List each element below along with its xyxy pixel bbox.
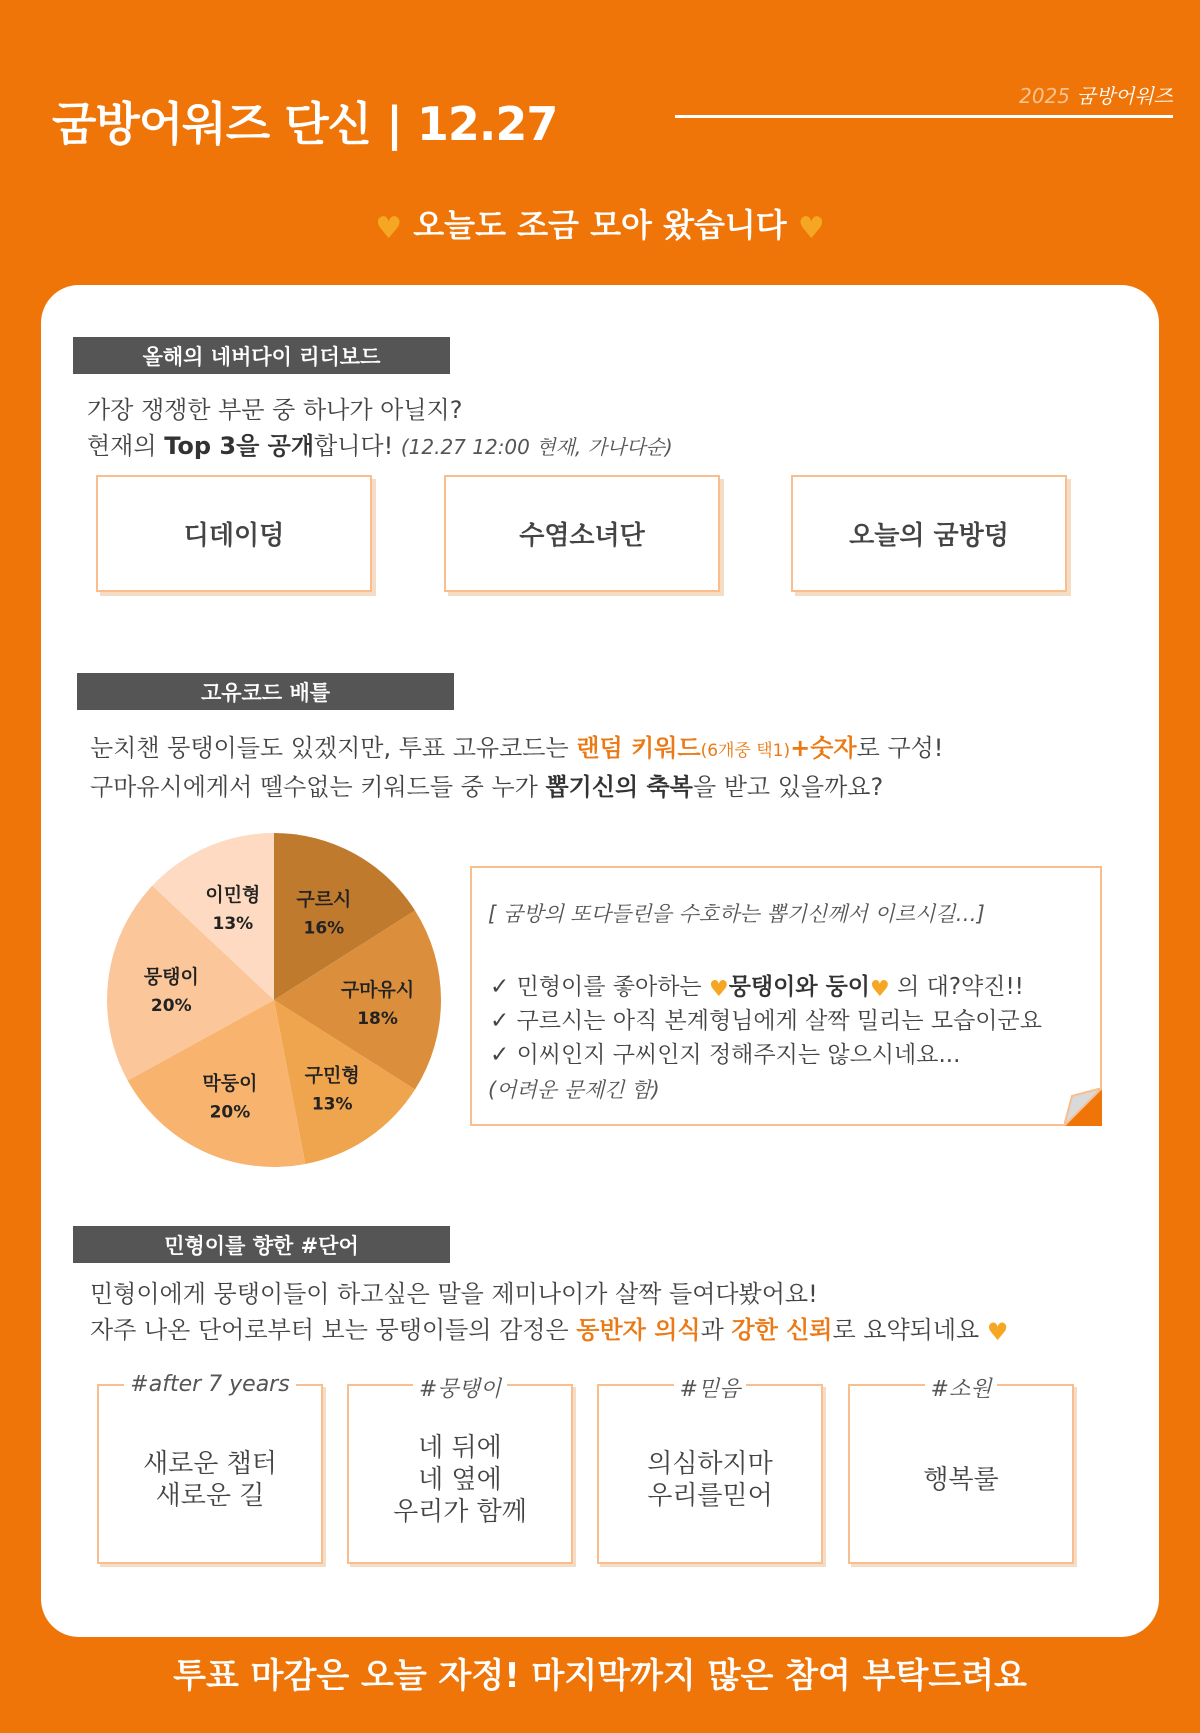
word-card-4 [848,1377,1074,1564]
pie-value-label: 20% [150,996,192,1017]
page-title: 굼방어워즈 단신 | 12.27 [52,97,558,151]
word-tag-text: #믿음 [674,1377,747,1402]
code-line2-bold: 뽑기신의 축복 [545,773,693,801]
word-body: 네 뒤에 네 옆에 우리가 함께 [393,1433,527,1527]
leaderboard-line2-bold: Top 3을 공개 [164,432,315,460]
heart-icon: ♥ [870,977,890,1002]
words-line1: 민형이에게 뭉탱이들이 하고싶은 말을 제미나이가 살짝 들여다봤어요! [90,1280,818,1308]
words-line2-hl2: 강한 신뢰 [731,1316,833,1344]
top3-card-1: 디데이덩 [96,475,372,592]
pie-svg [104,830,444,1170]
word-tag-text: #뭉탱이 [413,1377,507,1402]
code-battle-label: 고유코드 배틀 [77,673,454,710]
note-item2-text: 구르시는 아직 본계형님에게 살짝 밀리는 모습이군요 [516,1008,1042,1034]
heart-icon: ♥ [708,977,729,1002]
words-line2 [90,1312,1008,1350]
words-line2-mid: 과 [700,1316,732,1344]
check-icon: ✓ [490,1008,510,1034]
code-battle-intro [90,730,943,805]
subtitle [0,200,1200,246]
code-line2-pre: 구마유시에게서 뗄수없는 키워드들 중 누가 [90,773,546,801]
pie-value-label: 13% [311,1094,353,1115]
check-icon: ✓ [490,974,510,1000]
header-rule [675,115,1173,118]
pie-label: 구르시 [296,888,352,911]
leaderboard-line2-pre: 현재의 [87,432,165,460]
note-item3-text: 이씨인지 구씨인지 정해주지는 않으시네요... [516,1042,961,1068]
note-item1-post: 의 대?약진!! [889,974,1024,1000]
code-line1-pre: 눈치챈 뭉탱이들도 있겠지만, 투표 고유코드는 [90,734,577,762]
leaderboard-intro [87,392,673,465]
code-line1-hl2: +숫자 [790,734,857,762]
leaderboard-label: 올해의 네버다이 리더보드 [73,337,450,374]
top3-card-2: 수염소녀단 [444,475,720,592]
word-body: 행복룰 [923,1465,999,1495]
words-line2-hl1: 동반자 의식 [576,1316,701,1344]
word-card-2 [347,1377,573,1564]
heart-icon: ♥ [797,211,825,246]
code-line1-post: 로 구성! [856,734,944,762]
word-tag [850,1372,1072,1403]
note-foot: (어려운 문제긴 함) [488,1078,660,1102]
pie-value-label: 20% [209,1102,251,1123]
pie-label: 이민형 [205,883,261,906]
note-item1-bold: 뭉탱이와 둥이 [728,974,871,1000]
leaderboard-note: (12.27 12:00 현재, 가나다순) [400,435,673,459]
brand-year: 2025 [1019,84,1071,108]
heart-icon: ♥ [375,211,403,246]
code-line1-small: (6개중 택1) [700,741,791,761]
pie-value-label: 18% [357,1009,398,1029]
note-item-1 [490,968,1024,1002]
heart-icon: ♥ [986,1318,1009,1346]
code-battle-line2 [90,769,943,805]
leaderboard-line2 [87,428,673,465]
brand-name: 굼방어워즈 [1076,84,1173,108]
word-body: 의심하지마 우리를믿어 [647,1449,773,1511]
words-line2-post: 로 요약되네요 [832,1316,980,1344]
pie-label: 막둥이 [202,1072,258,1095]
subtitle-text: 오늘도 조금 모아 왔습니다 [413,206,787,244]
note-item-2 [490,1002,1042,1035]
code-line1-hl1: 랜덤 키워드 [576,734,701,762]
word-tag-text: #after 7 years [124,1372,295,1397]
word-tag [349,1372,571,1403]
pie-value-label: 16% [303,918,345,939]
words-intro [90,1276,1008,1350]
leaderboard-line1: 가장 쟁쟁한 부문 중 하나가 아닐지? [87,396,463,424]
word-tag-text: #소원 [925,1377,998,1402]
pie-label: 구마유시 [340,979,415,1001]
oracle-note [470,866,1102,1126]
word-card-3 [597,1377,823,1564]
word-body: 새로운 챕터 새로운 길 [143,1449,277,1511]
footer-cta: 투표 마감은 오늘 자정! 마지막까지 많은 참여 부탁드려요 [173,1656,1027,1696]
pie-label: 구민형 [304,1064,360,1087]
top3-card-3: 오늘의 굼방덩 [791,475,1067,592]
words-line2-pre: 자주 나온 단어로부터 보는 뭉탱이들의 감정은 [90,1316,577,1344]
word-tag [599,1372,821,1403]
words-label: 민형이를 향한 #단어 [73,1226,450,1263]
keyword-pie-chart [104,830,444,1170]
code-battle-line1 [90,730,943,769]
pie-value-label: 13% [212,913,254,934]
note-head: [ 굼방의 또다들린을 수호하는 뽑기신께서 이르시길…] [488,902,985,926]
word-tag [99,1372,321,1397]
brand-mark [1019,80,1173,109]
leaderboard-line2-post: 합니다! [314,432,401,460]
page-curl-icon [1064,1088,1102,1126]
note-item1-pre: 민형이를 좋아하는 [516,974,709,1000]
note-item-3 [490,1036,960,1069]
pie-label: 뭉탱이 [143,966,199,989]
word-card-1 [97,1372,323,1564]
check-icon: ✓ [490,1042,510,1068]
code-line2-post: 을 받고 있을까요? [692,773,884,801]
